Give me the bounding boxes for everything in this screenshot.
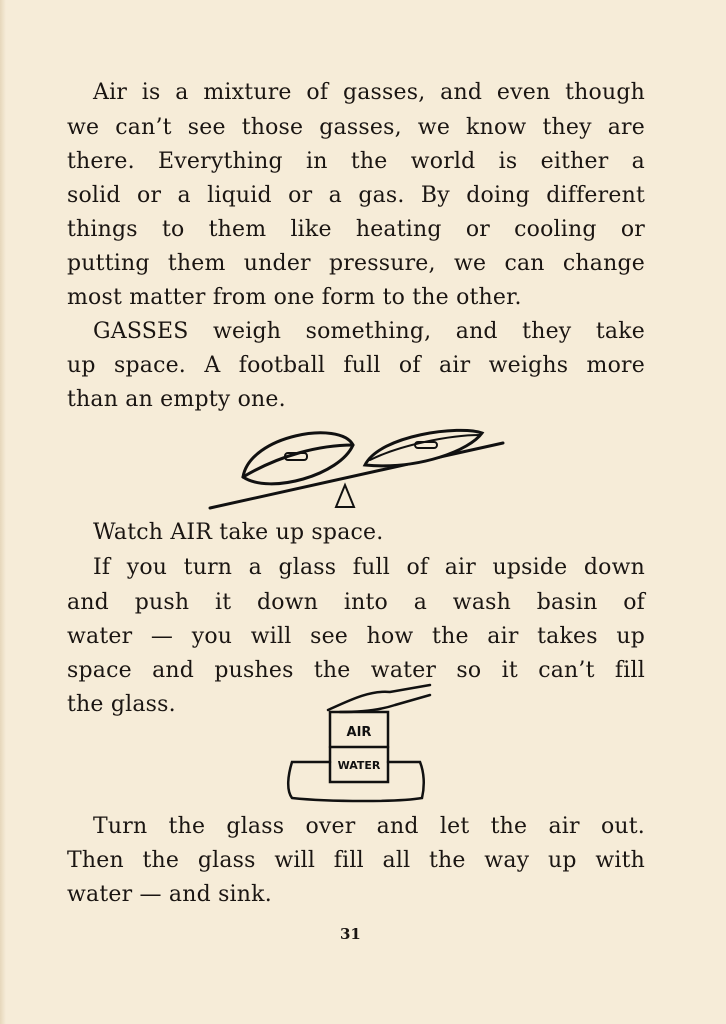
text-line: most matter from one form to the other.: [67, 285, 522, 310]
text-line: If you turn a glass full of air upside down: [93, 555, 645, 580]
text-line: putting them under pressure, we can change: [67, 251, 645, 276]
text-line: space and pushes the water so it can’t fill: [67, 658, 645, 683]
text-line: than an empty one.: [67, 387, 286, 412]
text-line: there. Everything in the world is either a: [67, 149, 645, 174]
glass-in-basin-illustration: [280, 680, 440, 810]
text-line: water — you will see how the air takes up: [67, 624, 645, 649]
text-line: the glass.: [67, 692, 176, 717]
text-line: GASSES weigh something, and they take: [93, 319, 645, 344]
text-line: up space. A football full of air weighs more: [67, 353, 645, 378]
air-label: AIR: [346, 725, 372, 740]
page-edge: [0, 0, 6, 1024]
text-line: Watch AIR take up space.: [93, 520, 384, 545]
text-line: things to them like heating or cooling or: [67, 217, 645, 242]
text-line: and push it down into a wash basin of: [67, 590, 645, 615]
water-label: WATER: [337, 759, 381, 772]
text-line: we can’t see those gasses, we know they are: [67, 115, 645, 140]
text-line: water — and sink.: [67, 882, 272, 907]
text-line: solid or a liquid or a gas. By doing different: [67, 183, 645, 208]
text-line: Turn the glass over and let the air out.: [93, 814, 645, 839]
football-scale-illustration: [200, 415, 520, 515]
text-line: Then the glass will fill all the way up with: [67, 848, 645, 873]
page-number: 31: [340, 925, 361, 943]
text-line: Air is a mixture of gasses, and even though: [93, 80, 645, 105]
